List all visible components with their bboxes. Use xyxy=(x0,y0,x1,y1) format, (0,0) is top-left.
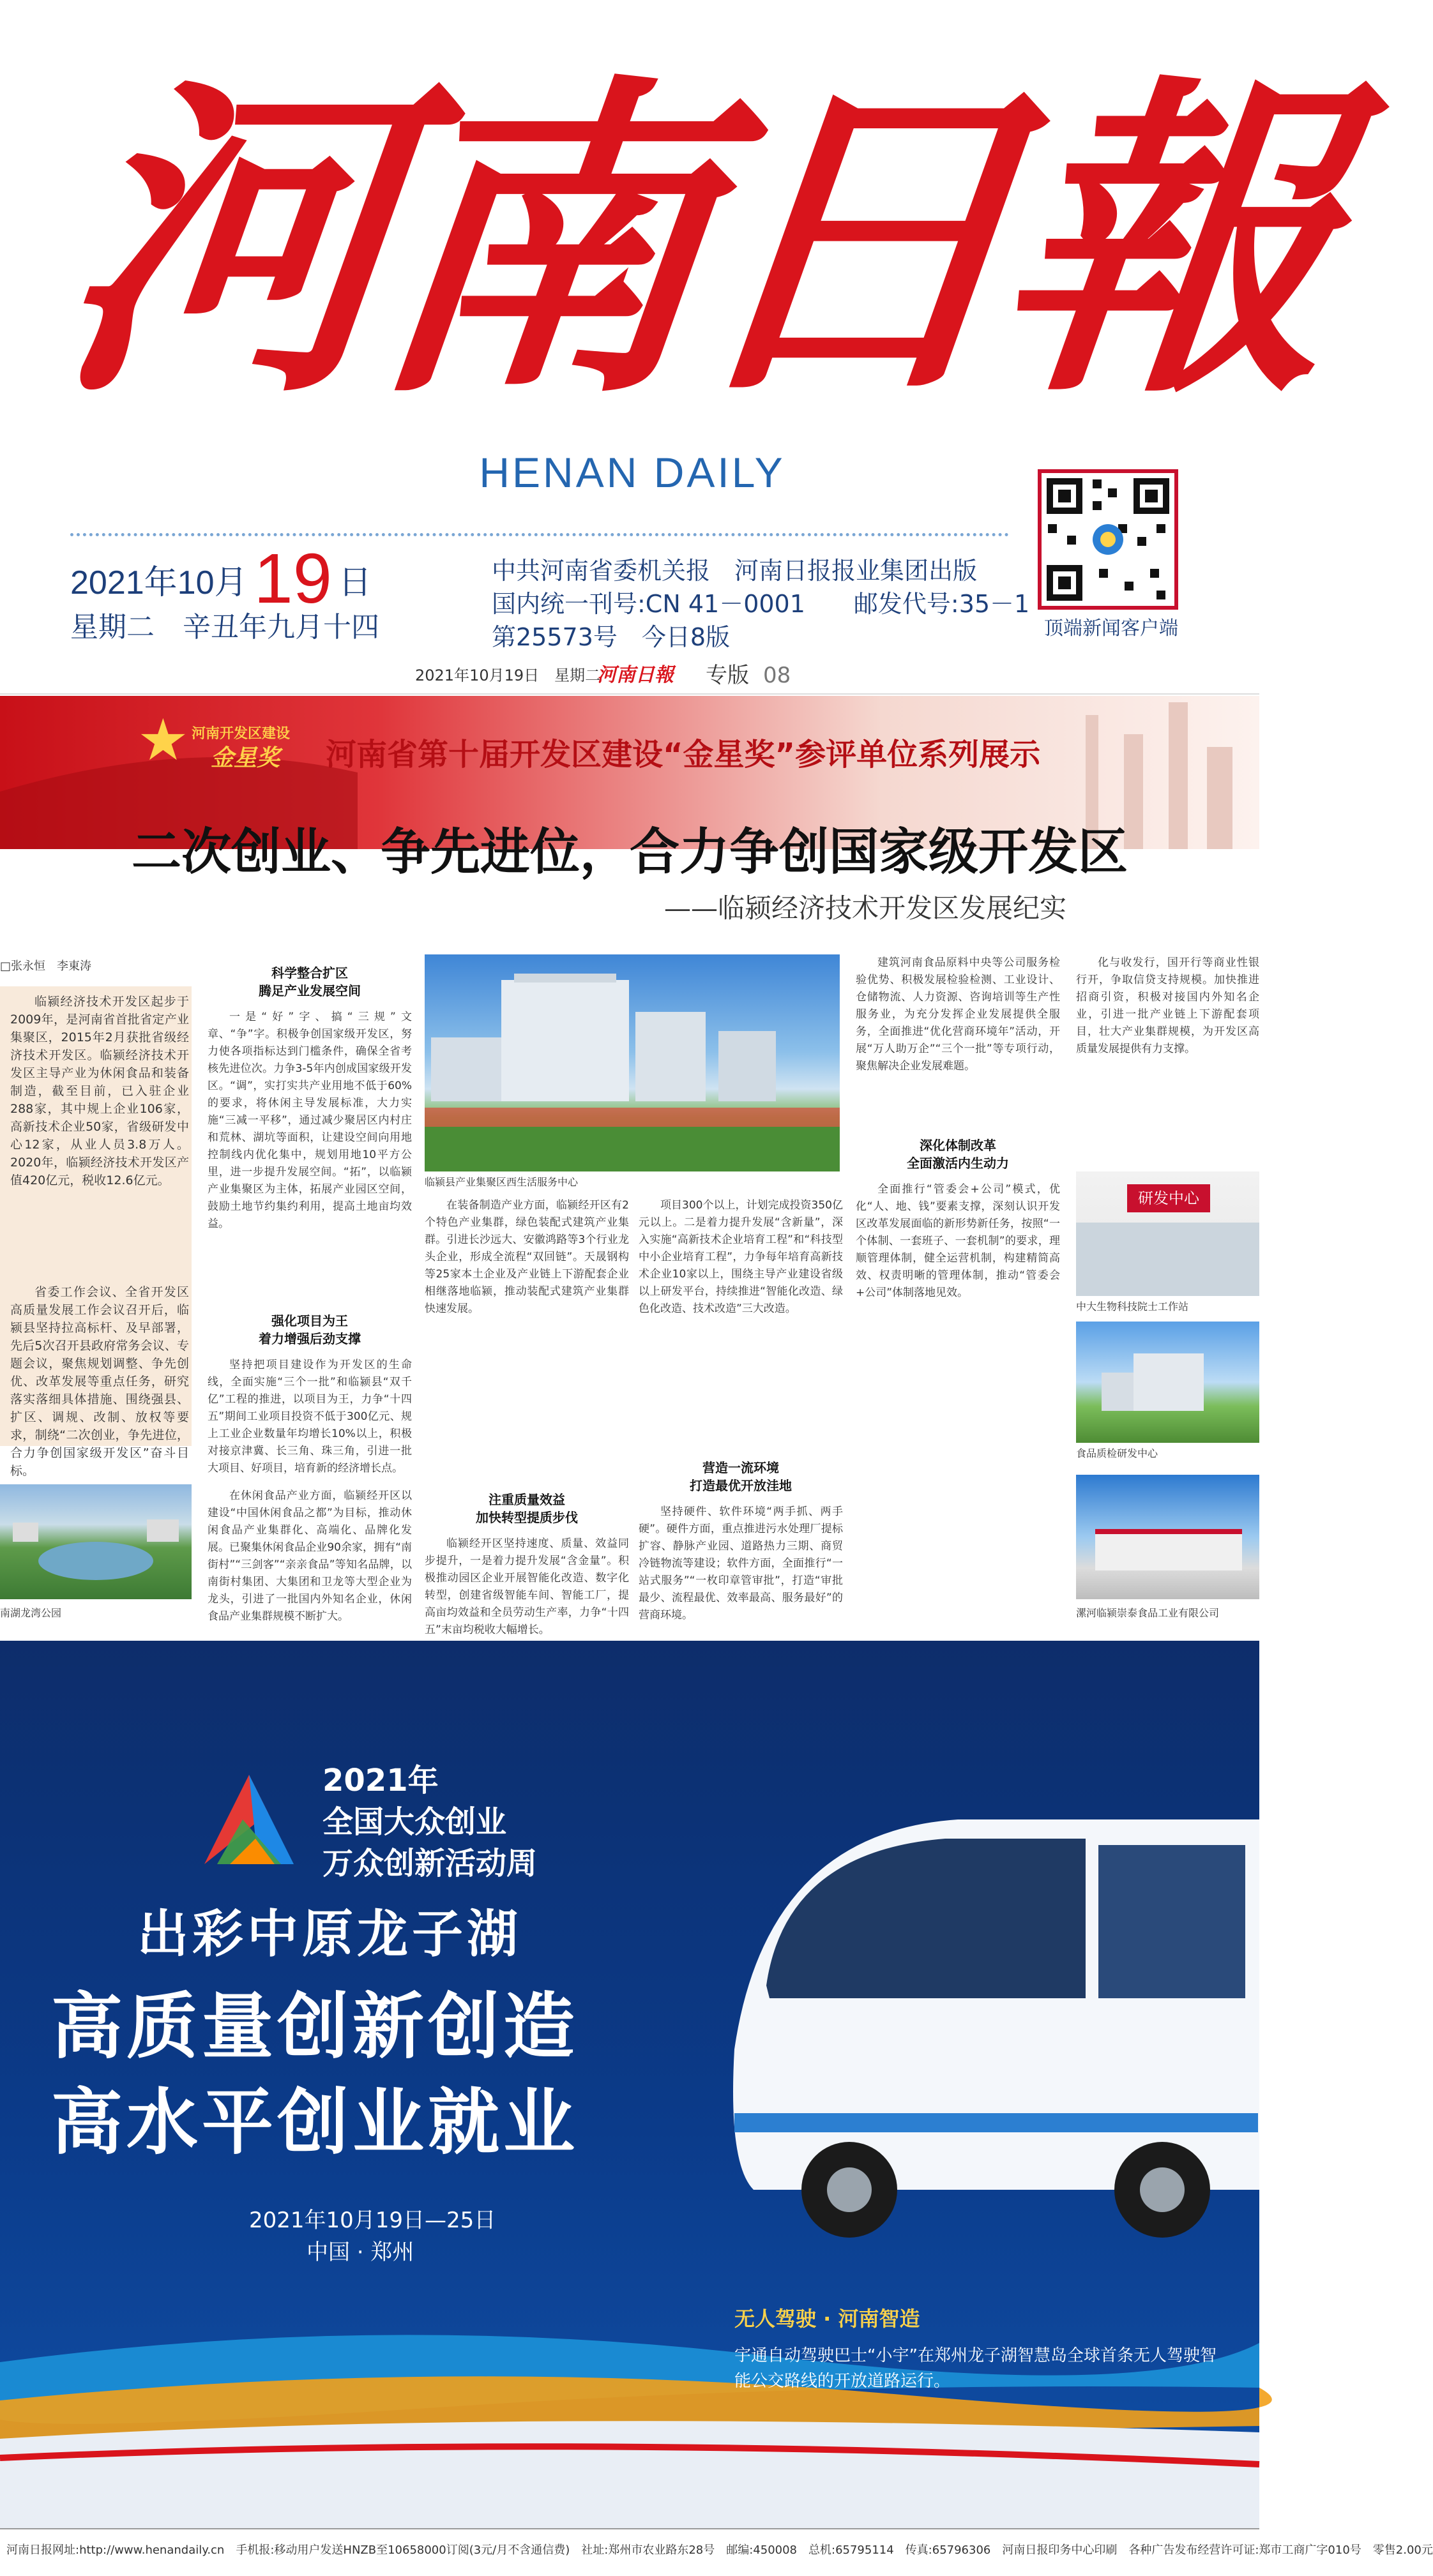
col2-body-1 xyxy=(208,1009,412,1309)
ad-year: 2021年 xyxy=(322,1763,439,1798)
col6-text-1: 化与收发行，国开行等商业性银行开，争取信贷支持规模。加快推进招商引资，积极对接国内外知名企业，引进一批产业链上下游配套项目，壮大产业集群规模，为开发区高质量发展提供有力支撑。 xyxy=(1076,956,1259,1055)
col5-body-2 xyxy=(856,1181,1060,1631)
issue-date-prefix: 2021年10月 xyxy=(70,564,248,601)
quality-center-photo xyxy=(1076,1322,1259,1443)
masthead-divider xyxy=(70,533,1009,536)
col2-heading-1: 科学整合扩区 腾足产业发展空间 xyxy=(259,965,361,998)
publisher-line: 中共河南省委机关报 河南日报报业集团出版 xyxy=(492,557,978,585)
col5-text-2: 全面推行“管委会+公司”模式，优化“人、地、钱”要素支撑，深刻认识开发区改革发展面临的新形势新任务，按照“一个体制、一套班子、一套机制”的要求，理顺管理体制，健全运营机制，构建精简高效、权责明晰的管理体制，推动“管委会+公司”体制落地见效。 xyxy=(856,1183,1060,1299)
ad-tag: 无人驾驶 · 河南智造 xyxy=(734,2307,920,2331)
ad-description: 宇通自动驾驶巴士“小宇”在郑州龙子湖智慧岛全球首条无人驾驶智能公交路线的开放道路运行。 xyxy=(734,2346,1217,2391)
banner-logo-award: 金星奖 xyxy=(211,745,280,771)
col5-text-1: 建筑河南食品原料中央等公司服务检验优势、积极发展检验检测、工业设计、仓储物流、人力资源、咨询培训等生产性服务业，为充分发挥企业发展提供全服务，全面推进“优化营商环境年”活动，开展“万人助万企”“三个一批”等专项行动，聚焦解决企业发展难题。 xyxy=(856,956,1060,1073)
photo-caption-3: 漯河临颍崇泰食品工业有限公司 xyxy=(1076,1607,1220,1619)
qr-code-icon[interactable] xyxy=(1038,469,1178,610)
col2-body-2 xyxy=(208,1357,412,1484)
col4-text-1: 项目300个以上，计划完成投资350亿元以上。二是着力提升发展“含新量”，深入实施“高新技术企业培育工程”和“科技型中小企业培育工程”，力争每年培育高新技术企业10家以上，围绕主导产业建设省级以上研发平台，持续推进“智能化改造、绿色化改造、技术改造”三大改造。 xyxy=(639,1199,843,1315)
park-illustration xyxy=(0,1484,192,1599)
col2-heading-2: 强化项目为王 着力增强后劲支撑 xyxy=(259,1313,361,1346)
qr-pattern xyxy=(1042,473,1174,606)
intro-paragraph xyxy=(10,993,189,1280)
issue-date xyxy=(70,539,372,618)
photo-caption-1: 中大生物科技院士工作站 xyxy=(1076,1300,1189,1313)
photo-caption-2: 食品质检研发中心 xyxy=(1076,1447,1158,1459)
col3-body-2 xyxy=(425,1535,629,1636)
activity-week-logo-icon xyxy=(192,1768,319,1871)
issn-line: 国内统一刊号:CN 41－0001 邮发代号:35－1 xyxy=(492,590,1030,618)
issue-number-line: 第25573号 今日8版 xyxy=(492,623,731,651)
newspaper-title: 河南日報 xyxy=(43,47,1337,437)
strip-date: 2021年10月19日 星期二 xyxy=(415,667,601,684)
ad-slogan-3: 高水平创业就业 xyxy=(51,2081,579,2164)
issue-date-suffix: 日 xyxy=(338,564,372,601)
quality-building-illustration xyxy=(1076,1322,1259,1443)
col4-body-2 xyxy=(639,1503,843,1631)
col6-body-1 xyxy=(1076,954,1259,1146)
issue-date-day: 19 xyxy=(254,539,332,618)
strip-section: 专版 xyxy=(706,663,749,688)
col3-text-1: 在装备制造产业方面，临颍经开区有2个特色产业集群，绿色装配式建筑产业集群。引进长沙远大、安徽鸿路等3个行业龙头企业，形成全流程“双回链”。天晟钢构等25家本土企业及产业链上下游配套企业相继落地临颍，推动装配式建筑产业集群快速发展。 xyxy=(425,1199,629,1315)
main-photo-caption: 临颍县产业集聚区西生活服务中心 xyxy=(425,1176,579,1188)
col4-heading: 营造一流环境 打造最优开放洼地 xyxy=(690,1460,792,1493)
col4-body-1 xyxy=(639,1197,843,1452)
col4-text-2: 坚持硬件、软件环境“两手抓、两手硬”。硬件方面，重点推进污水处理厂提标扩容、静脉产业园、道路热力三期、商贸冷链物流等建设；软件方面，全面推行“一站式服务”“一枚印章管审批”，打造“审批最少、流程最优、效率最高、服务最好”的营商环境。 xyxy=(639,1505,843,1622)
col2-text-3: 在休闲食品产业方面，临颍经开区以建设“中国休闲食品之都”为目标，推动休闲食品产业集群化、高端化、品牌化发展。已聚集休闲食品企业90余家，拥有“南街村”“三剑客”“亲亲食品”等知名品牌，以南街村集团、大集团和卫龙等大型企业为龙头，引进了一批国内外知名企业，休闲食品产业集群规模不断扩大。 xyxy=(208,1489,412,1623)
intro-text-2: 省委工作会议、全省开发区高质量发展工作会议召开后，临颍县坚持拉高标杆、及早部署，先后5次召开县政府常务会议、专题会议，聚焦规划调整、争先创优、改革发展等重点任务，研究落实落细具体措施、围绕强县、扩区、调规、改制、放权等要求，制绕“二次创业，争先进位，合力争创国家级开发区”奋斗目标。 xyxy=(10,1285,189,1478)
banner-title: 河南省第十届开发区建设“金星奖”参评单位系列展示 xyxy=(326,737,1041,772)
article-subheadline: ——临颍经济技术开发区发展纪实 xyxy=(664,893,1067,924)
strip-paper-name: 河南日報 xyxy=(597,664,674,686)
ad-line-1: 全国大众创业 xyxy=(322,1804,507,1840)
main-photo xyxy=(425,954,840,1171)
byline: □张永恒 李東涛 xyxy=(0,960,92,973)
intro-paragraph-2 xyxy=(10,1283,189,1478)
research-center-glass xyxy=(1076,1223,1259,1296)
star-icon: ★ xyxy=(137,707,189,774)
ad-slogan-1: 出彩中原龙子湖 xyxy=(137,1904,522,1964)
intro-text: 临颍经济技术开发区起步于2009年，是河南省首批省定产业集聚区，2015年2月获批省级经济技术开发区。临颍经济技术开发区主导产业为休闲食品和装备制造，截至目前，已入驻企业288家，其中规上企业106家，高新技术企业50家，省级研发中心12家，从业人员3.8万人。2020年，临颍经济技术开发区产值420亿元，税收12.6亿元。 xyxy=(10,995,189,1187)
banner-logo-text: 河南开发区建设 xyxy=(192,726,291,742)
col5-body-1 xyxy=(856,954,1060,1120)
research-center-photo xyxy=(1076,1171,1259,1296)
food-company-illustration xyxy=(1076,1475,1259,1599)
col3-text-2: 临颍经开区坚持速度、质量、效益同步提升，一是着力提升发展“含金量”。积极推动园区企业开展智能化改造、数字化转型，创建省级智能车间、智能工厂，提高亩均效益和全员劳动生产率，力争“十四五”末亩均税收大幅增长。 xyxy=(425,1537,629,1636)
newspaper-english-title: HENAN DAILY xyxy=(479,449,785,496)
ad-place: 中国 · 郑州 xyxy=(307,2240,414,2265)
article-headline: 二次创业、争先进位，合力争创国家级开发区 xyxy=(131,823,1128,881)
food-company-photo xyxy=(1076,1475,1259,1599)
qr-code-label: 顶端新闻客户端 xyxy=(1044,617,1178,640)
building-illustration xyxy=(425,954,840,1171)
park-photo xyxy=(0,1484,192,1599)
col5-heading: 深化体制改革 全面激活内生动力 xyxy=(907,1138,1009,1171)
col2-text-1: 一是“好”字、搞“三规”文章、“争”字。积极争创国家级开发区，努力使各项指标达到门槛条件，确保全省考核先进位次。力争3-5年内创成国家级开发区。“调”，实打实共产业用地不低于60%的要求，将休闲主导发展标准，大力实施“三减一平移”，通过减少聚居区内村庄和荒林、湖坑等面积，让建设空间向用地控制线内优化集中，规划用地10平方公里，进一步提升发展空间。“拓”，以临颍产业集聚区为主体，拓展产业园区空间，鼓励土地节约集约利用，提高土地亩均效益。 xyxy=(208,1011,412,1230)
col2-text-2: 坚持把项目建设作为开发区的生命线，全面实施“三个一批”和临颍县“双千亿”工程的推进，以项目为王，力争“十四五”期间工业项目投资不低于300亿元、规上工业企业数量年均增长10%以上，积极对接京津冀、长三角、珠三角，引进一批大项目、好项目，培育新的经济增长点。 xyxy=(208,1359,412,1475)
research-center-sign: 研发中心 xyxy=(1127,1184,1210,1212)
lunar-date: 星期二 辛丑年九月十四 xyxy=(70,611,379,644)
col3-body-1 xyxy=(425,1197,629,1484)
ad-dates: 2021年10月19日—25日 xyxy=(249,2208,496,2233)
col2-body-3 xyxy=(208,1488,412,1631)
ad-slogan-2: 高质量创新创造 xyxy=(51,1985,579,2068)
ad-line-2: 万众创新活动周 xyxy=(322,1846,538,1881)
footer-imprint: 河南日报网址:http://www.henandaily.cn 手机报:移动用户发送HNZB至10658000订阅(3元/月不含通信费) 社址:郑州市农业路东28号 邮编:450008 总机:65795114 传真:65796306 河南日报印务中心印刷 各种广告发布经营许可证:郑市工商广字010号 零售2.00元 xyxy=(6,2543,1433,2557)
strip-page-number: 08 xyxy=(763,663,791,688)
col3-heading: 注重质量效益 加快转型提质步伐 xyxy=(476,1492,578,1525)
photo-caption-park: 南湖龙湾公园 xyxy=(0,1607,62,1619)
